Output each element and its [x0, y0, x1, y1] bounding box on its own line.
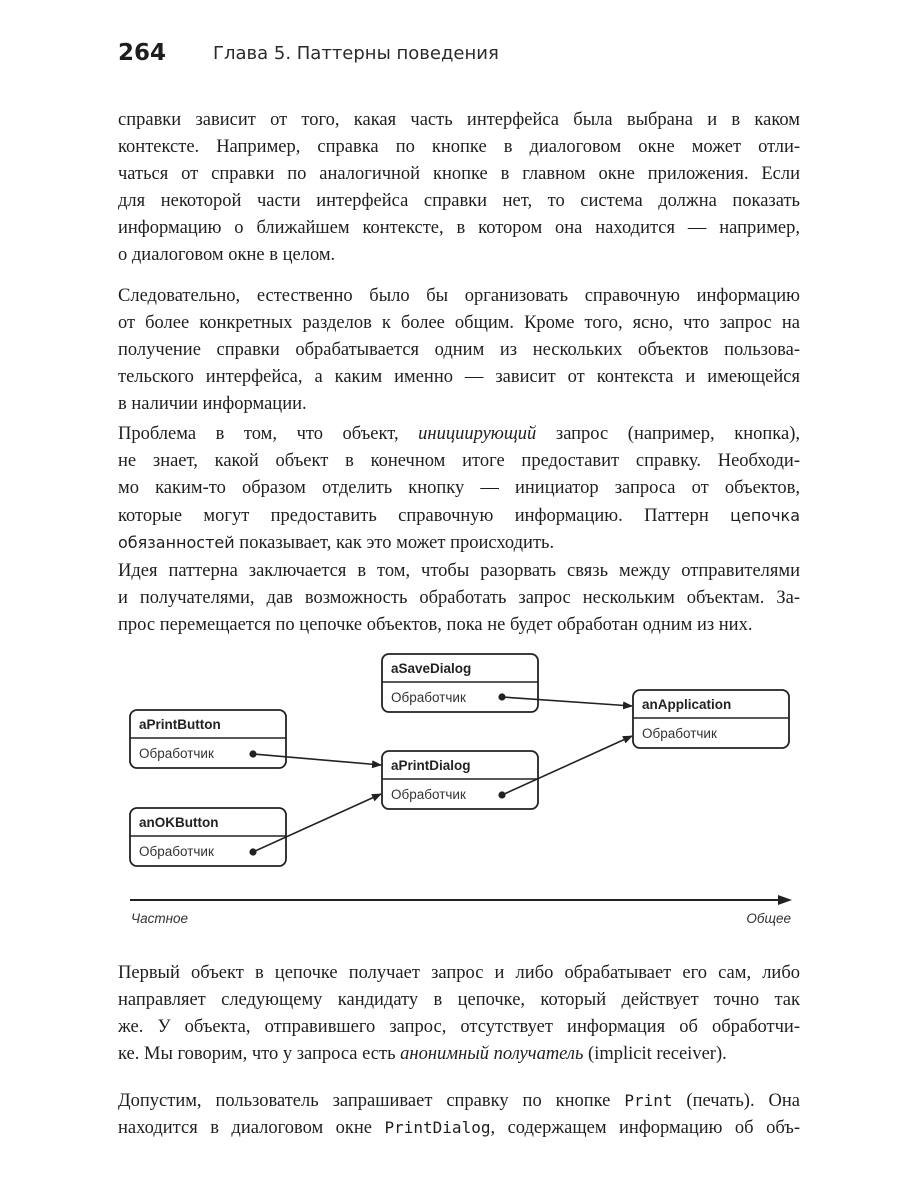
- text-segment: находится в диалоговом окне: [118, 1118, 385, 1138]
- axis-label-specific: Частное: [131, 911, 189, 926]
- text-segment: не знает, какой объект в конечном итоге предоставит справку. Необходи-: [118, 451, 800, 471]
- text-segment: Следовательно, естественно было бы организовать справочную информацию: [118, 286, 800, 306]
- text-segment: направляет следующему кандидату в цепочке, который действует точно так: [118, 990, 800, 1010]
- text-segment: чаться от справки по аналогичной кнопке в главном окне приложения. Если: [118, 164, 800, 184]
- axis-arrowhead: [778, 895, 792, 905]
- object-box-pbtn: [130, 710, 286, 768]
- chapter-title: Глава 5. Паттерны поведения: [213, 43, 499, 64]
- text-segment: Допустим, пользователь запрашивает справку по кнопке: [118, 1091, 625, 1111]
- object-box-ok: [130, 808, 286, 866]
- text-segment: (печать). Она: [672, 1091, 800, 1111]
- text-segment: справки зависит от того, какая часть интерфейса была выбрана и в каком: [118, 110, 800, 130]
- object-name: anApplication: [642, 697, 732, 712]
- object-name: aPrintDialog: [391, 758, 471, 773]
- text-segment: (implicit receiver).: [583, 1044, 727, 1064]
- text-segment: , содержащем информацию об объ-: [490, 1118, 800, 1138]
- text-segment: ке. Мы говорим, что у запроса есть: [118, 1044, 401, 1064]
- object-box-pdlg: [382, 751, 538, 809]
- object-box-save: [382, 654, 538, 712]
- pattern-name-text: обязанностей: [118, 533, 235, 552]
- arrow-dot: [499, 792, 505, 798]
- object-handler: Обработчик: [642, 726, 717, 741]
- text-segment: тельского интерфейса, а каким именно — зависит от контекста и имеющейся: [118, 367, 800, 387]
- object-name: aSaveDialog: [391, 661, 472, 676]
- text-segment: Идея паттерна заключается в том, чтобы разорвать связь между отправителями: [118, 561, 800, 581]
- object-name: aPrintButton: [139, 717, 221, 732]
- object-box-app: [633, 690, 789, 748]
- object-handler: Обработчик: [391, 690, 466, 705]
- text-segment: для некоторой части интерфейса справки нет, то система должна показать: [118, 191, 800, 211]
- pattern-name-text: цепочка: [730, 506, 800, 525]
- text-segment: которые могут предоставить справочную информацию. Паттерн: [118, 506, 731, 526]
- arrow-dot: [499, 694, 505, 700]
- text-segment: и получателями, дав возможность обработать запрос нескольким объектам. За-: [118, 588, 800, 608]
- arrow-dot: [250, 849, 256, 855]
- text-segment: от более конкретных разделов к более общим. Кроме того, ясно, что запрос на: [118, 313, 800, 333]
- italic-text: анонимный получатель: [400, 1044, 584, 1064]
- text-segment: в наличии информации.: [118, 394, 307, 414]
- text-segment: же. У объекта, отправившего запрос, отсутствует информация об обработчи-: [118, 1017, 800, 1037]
- text-segment: контексте. Например, справка по кнопке в диалоговом окне может отли-: [118, 137, 800, 157]
- page-number: 264: [118, 40, 167, 66]
- text-segment: о диалоговом окне в целом.: [118, 245, 336, 265]
- text-segment: Первый объект в цепочке получает запрос и либо обрабатывает его сам, либо: [118, 963, 800, 983]
- text-segment: информацию о ближайшем контексте, в котором она находится — например,: [118, 218, 800, 238]
- object-handler: Обработчик: [139, 746, 214, 761]
- text-segment: запрос (например, кнопка),: [536, 424, 800, 444]
- italic-text: инициирующий: [418, 424, 537, 444]
- object-handler: Обработчик: [139, 844, 214, 859]
- axis-label-general: Общее: [746, 911, 791, 926]
- text-segment: получение справки обрабатывается одним из нескольких объектов пользова-: [118, 340, 800, 360]
- text-segment: прос перемещается по цепочке объектов, пока не будет обработан одним из них.: [118, 615, 753, 635]
- object-handler: Обработчик: [391, 787, 466, 802]
- code-text: PrintDialog: [384, 1118, 491, 1137]
- text-segment: Проблема в том, что объект,: [118, 424, 419, 444]
- object-boxes: [130, 654, 789, 866]
- arrow-dot: [250, 751, 256, 757]
- text-segment: мо каким-то образом отделить кнопку — инициатор запроса от объектов,: [118, 478, 800, 498]
- code-text: Print: [624, 1091, 673, 1110]
- object-name: anOKButton: [139, 815, 219, 830]
- text-segment: показывает, как это может происходить.: [234, 533, 555, 553]
